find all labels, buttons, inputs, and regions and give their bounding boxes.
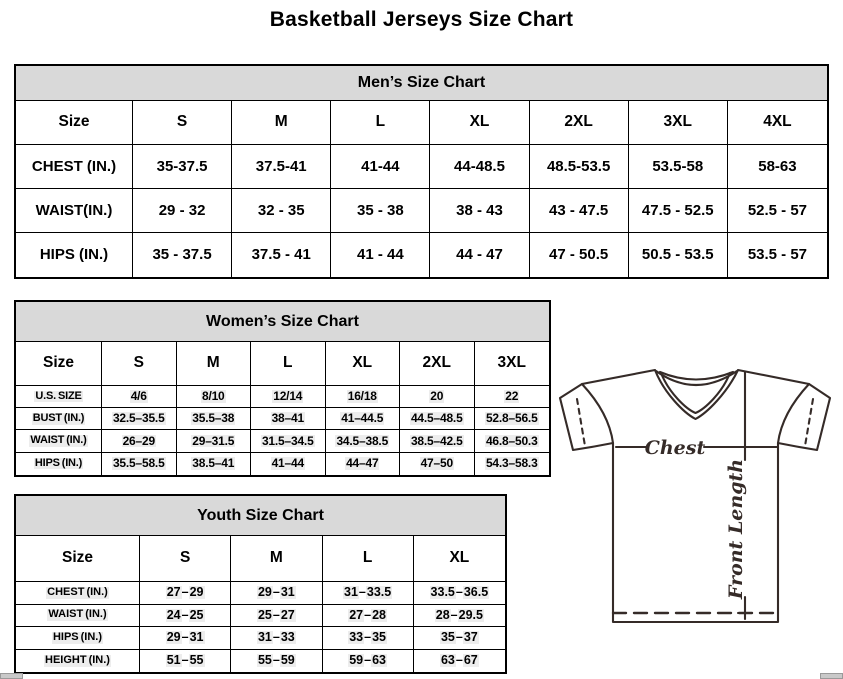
- value-cell: 32 - 35: [232, 189, 331, 233]
- column-header-cell: XL: [430, 101, 529, 145]
- row-label-cell: HIPS (IN.): [16, 627, 140, 650]
- row-label-cell: HIPS (IN.): [16, 233, 133, 277]
- column-header-cell: M: [231, 536, 322, 582]
- value-cell: 55 – 59: [231, 650, 322, 673]
- value-cell: 50.5 - 53.5: [629, 233, 728, 277]
- value-cell: 29–31.5: [177, 430, 252, 452]
- mens-size-chart: [14, 64, 829, 279]
- row-label-cell: HIPS (IN.): [16, 453, 102, 475]
- womens-table-title: Women’s Size Chart: [16, 302, 549, 342]
- value-cell: 47–50: [400, 453, 475, 475]
- value-cell: 35 – 37: [414, 627, 505, 650]
- chest-label: Chest: [644, 437, 706, 459]
- value-cell: 53.5 - 57: [747, 246, 808, 264]
- value-cell: 28 – 29.5: [414, 605, 505, 628]
- value-cell: 37.5-41: [232, 145, 331, 189]
- value-cell: 35.5–38: [177, 408, 252, 430]
- column-header-cell: XL: [414, 536, 505, 582]
- value-cell: 31 – 33.5: [323, 582, 414, 605]
- column-header-cell: L: [323, 536, 414, 582]
- column-header-cell: 2XL: [530, 101, 629, 145]
- front-length-label: Front Length: [725, 458, 747, 600]
- value-cell: 44.5–48.5: [400, 408, 475, 430]
- womens-table-grid: [16, 342, 549, 475]
- value-cell: 38 - 43: [430, 189, 529, 233]
- column-header-cell: 3XL: [475, 342, 550, 386]
- value-cell: 34.5–38.5: [326, 430, 401, 452]
- value-cell: 25 – 27: [231, 605, 322, 628]
- column-header-cell: 3XL: [629, 101, 728, 145]
- value-cell: 43 - 47.5: [530, 189, 629, 233]
- value-cell: 4/6: [102, 386, 177, 408]
- value-cell: 35.5–58.5: [102, 453, 177, 475]
- column-header-cell: 4XL: [728, 101, 827, 145]
- value-cell: 37.5 - 41: [232, 233, 331, 277]
- value-cell: 20: [400, 386, 475, 408]
- column-header-cell: Size: [16, 101, 133, 145]
- value-cell: 41–44.5: [326, 408, 401, 430]
- column-header-cell: S: [140, 536, 231, 582]
- page-title: Basketball Jerseys Size Chart: [269, 8, 574, 31]
- value-cell: 59 – 63: [323, 650, 414, 673]
- column-header-cell: XL: [326, 342, 401, 386]
- mens-table-grid: [16, 101, 827, 277]
- value-cell: 27 – 29: [140, 582, 231, 605]
- mens-table-title: Men’s Size Chart: [16, 66, 827, 101]
- value-cell: 52.8–56.5: [475, 408, 550, 430]
- jersey-diagram-svg: [552, 353, 837, 633]
- womens-size-chart: [14, 300, 551, 477]
- value-cell: 53.5-58: [629, 145, 728, 189]
- value-cell: 22: [475, 386, 550, 408]
- value-cell: 41–44: [251, 453, 326, 475]
- value-cell: 29 - 32: [133, 189, 232, 233]
- value-cell: 35 - 38: [331, 189, 430, 233]
- value-cell: 48.5-53.5: [530, 145, 629, 189]
- value-cell: 33 – 35: [323, 627, 414, 650]
- value-cell: 29 – 31: [140, 627, 231, 650]
- value-cell: 44–47: [326, 453, 401, 475]
- value-cell: 33.5 – 36.5: [414, 582, 505, 605]
- value-cell: 24 – 25: [140, 605, 231, 628]
- value-cell: 35 - 37.5: [133, 233, 232, 277]
- youth-table-title: Youth Size Chart: [16, 496, 505, 536]
- column-header-cell: L: [251, 342, 326, 386]
- row-label-cell: WAIST (IN.): [16, 430, 102, 452]
- jersey-measurement-diagram: [552, 353, 837, 633]
- value-cell: 27 – 28: [323, 605, 414, 628]
- youth-size-chart: [14, 494, 507, 674]
- row-label-cell: HEIGHT (IN.): [16, 650, 140, 673]
- row-label-cell: WAIST(IN.): [16, 189, 133, 233]
- value-cell: 63 – 67: [440, 653, 478, 668]
- value-cell: 51 – 55: [140, 650, 231, 673]
- value-cell: 29 – 31: [231, 582, 322, 605]
- row-label-cell: BUST (IN.): [16, 408, 102, 430]
- value-cell: 16/18: [326, 386, 401, 408]
- value-cell: 58-63: [728, 145, 827, 189]
- value-cell: 44 - 47: [430, 233, 529, 277]
- row-label-cell: WAIST (IN.): [16, 605, 140, 628]
- value-cell: 35-37.5: [133, 145, 232, 189]
- value-cell: 8/10: [177, 386, 252, 408]
- value-cell: 12/14: [251, 386, 326, 408]
- value-cell: 54.3–58.3: [485, 456, 538, 471]
- horizontal-scrollbar-fragment-left[interactable]: [0, 673, 23, 679]
- column-header-cell: M: [232, 101, 331, 145]
- column-header-cell: L: [331, 101, 430, 145]
- youth-table-grid: [16, 536, 505, 672]
- value-cell: 31.5–34.5: [251, 430, 326, 452]
- value-cell: 38–41: [251, 408, 326, 430]
- column-header-cell: 2XL: [400, 342, 475, 386]
- value-cell: 47.5 - 52.5: [629, 189, 728, 233]
- value-cell: 41 - 44: [331, 233, 430, 277]
- column-header-cell: S: [133, 101, 232, 145]
- column-header-cell: Size: [16, 342, 102, 386]
- row-label-cell: U.S. SIZE: [16, 386, 102, 408]
- row-label-cell: CHEST (IN.): [16, 582, 140, 605]
- value-cell: 38.5–41: [177, 453, 252, 475]
- row-label-cell: CHEST (IN.): [16, 145, 133, 189]
- value-cell: 31 – 33: [231, 627, 322, 650]
- column-header-cell: Size: [16, 536, 140, 582]
- column-header-cell: S: [102, 342, 177, 386]
- value-cell: 47 - 50.5: [530, 233, 629, 277]
- value-cell: 46.8–50.3: [475, 430, 550, 452]
- value-cell: 41-44: [331, 145, 430, 189]
- value-cell: 32.5–35.5: [102, 408, 177, 430]
- value-cell: 38.5–42.5: [400, 430, 475, 452]
- horizontal-scrollbar-fragment-right[interactable]: [820, 673, 843, 679]
- value-cell: 44-48.5: [430, 145, 529, 189]
- value-cell: 52.5 - 57: [728, 189, 827, 233]
- value-cell: 26–29: [102, 430, 177, 452]
- column-header-cell: M: [177, 342, 252, 386]
